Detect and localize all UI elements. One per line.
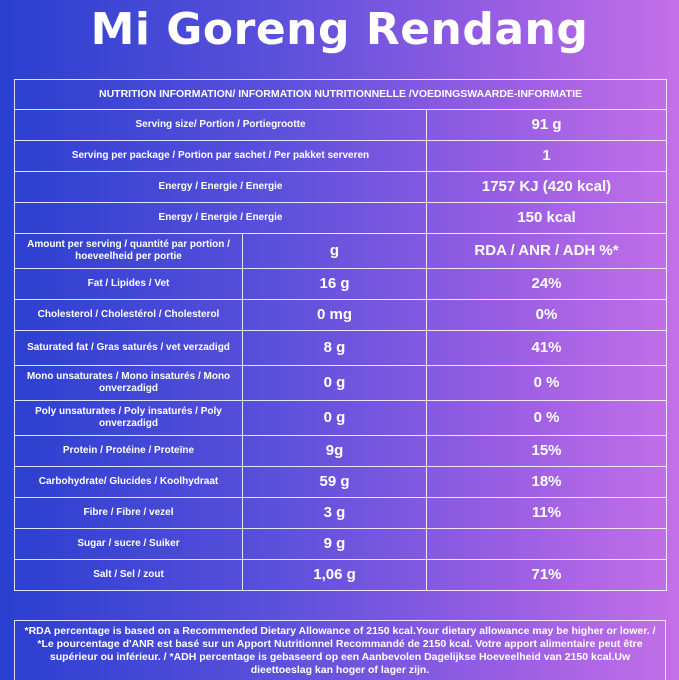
nutrient-row-mono-unsaturates [15,366,667,401]
nutrient-label: Fat / Lipides / Vet [15,269,243,300]
row-value: 1757 KJ (420 kcal) [427,172,667,203]
servings-per-package-row [15,141,667,172]
nutrient-label: Protein / Protéine / Proteïne [15,436,243,467]
nutrient-rda: 0 % [427,401,667,436]
nutrient-rda: 41% [427,331,667,366]
energy-kj-row [15,172,667,203]
nutrient-label: Poly unsaturates / Poly insaturés / Poly onverzadigd [15,401,243,436]
row-label: Energy / Energie / Energie [15,172,427,203]
nutrient-rda: 0% [427,300,667,331]
nutrient-rda: 15% [427,436,667,467]
nutrient-label: Sugar / sucre / Suiker [15,529,243,560]
nutrient-row-fibre [15,498,667,529]
nutrient-row-salt [15,560,667,591]
rda-footnote: *RDA percentage is based on a Recommended Dietary Allowance of 2150 kcal.Your dietary allowance may be higher or lower. / *Le pourcentage d'ANR est basé sur un Apport Nutritionnel Recommandé de 2150 kcal. Votre apport alimentaire peut être supérieur ou inférieur. / *ADH percentage is gebaseerd op een Aanbevolen Dagelijkse Hoeveelheid van 2150 kcal.Uw dieettoeslag kan hoger of lager zijn. [14,620,666,680]
nutrient-label: Carbohydrate/ Glucides / Koolhydraat [15,467,243,498]
nutrient-amount: 3 g [243,498,427,529]
nutrient-amount: 16 g [243,269,427,300]
nutrient-label: Salt / Sel / zout [15,560,243,591]
nutrient-row-sugar [15,529,667,560]
amount-per-serving-header: Amount per serving / quantité par portion / hoeveelheid per portie [15,234,243,269]
nutrient-rda: 71% [427,560,667,591]
nutrient-rda: 0 % [427,366,667,401]
nutrient-label: Saturated fat / Gras saturés / vet verzadigd [15,331,243,366]
nutrient-row-saturated-fat [15,331,667,366]
row-label: Energy / Energie / Energie [15,203,427,234]
nutrient-amount: 0 g [243,401,427,436]
amount-unit-header: g [243,234,427,269]
rda-header: RDA / ANR / ADH %* [427,234,667,269]
nutrient-row-cholesterol [15,300,667,331]
row-value: 150 kcal [427,203,667,234]
nutrient-row-poly-unsaturates [15,401,667,436]
nutrition-table [14,79,667,591]
nutrient-amount: 59 g [243,467,427,498]
table-header: NUTRITION INFORMATION/ INFORMATION NUTRITIONNELLE /VOEDINGSWAARDE-INFORMATIE [15,80,667,110]
nutrient-amount: 0 mg [243,300,427,331]
nutrient-rda [427,529,667,560]
row-value: 1 [427,141,667,172]
table-header-row [15,80,667,110]
nutrient-rda: 18% [427,467,667,498]
nutrient-amount: 9 g [243,529,427,560]
serving-size-row [15,110,667,141]
nutrient-amount: 9g [243,436,427,467]
nutrient-amount: 0 g [243,366,427,401]
nutrient-rda: 11% [427,498,667,529]
nutrient-rda: 24% [427,269,667,300]
row-label: Serving per package / Portion par sachet / Per pakket serveren [15,141,427,172]
product-title: Mi Goreng Rendang [90,4,589,55]
nutrient-label: Fibre / Fibre / vezel [15,498,243,529]
nutrient-row-protein [15,436,667,467]
row-value: 91 g [427,110,667,141]
nutrient-label: Mono unsaturates / Mono insaturés / Mono onverzadigd [15,366,243,401]
row-label: Serving size/ Portion / Portiegrootte [15,110,427,141]
column-header-row [15,234,667,269]
nutrient-amount: 1,06 g [243,560,427,591]
nutrient-label: Cholesterol / Cholestérol / Cholesterol [15,300,243,331]
nutrient-row-carbohydrate [15,467,667,498]
nutrient-row-fat [15,269,667,300]
energy-kcal-row [15,203,667,234]
nutrient-amount: 8 g [243,331,427,366]
